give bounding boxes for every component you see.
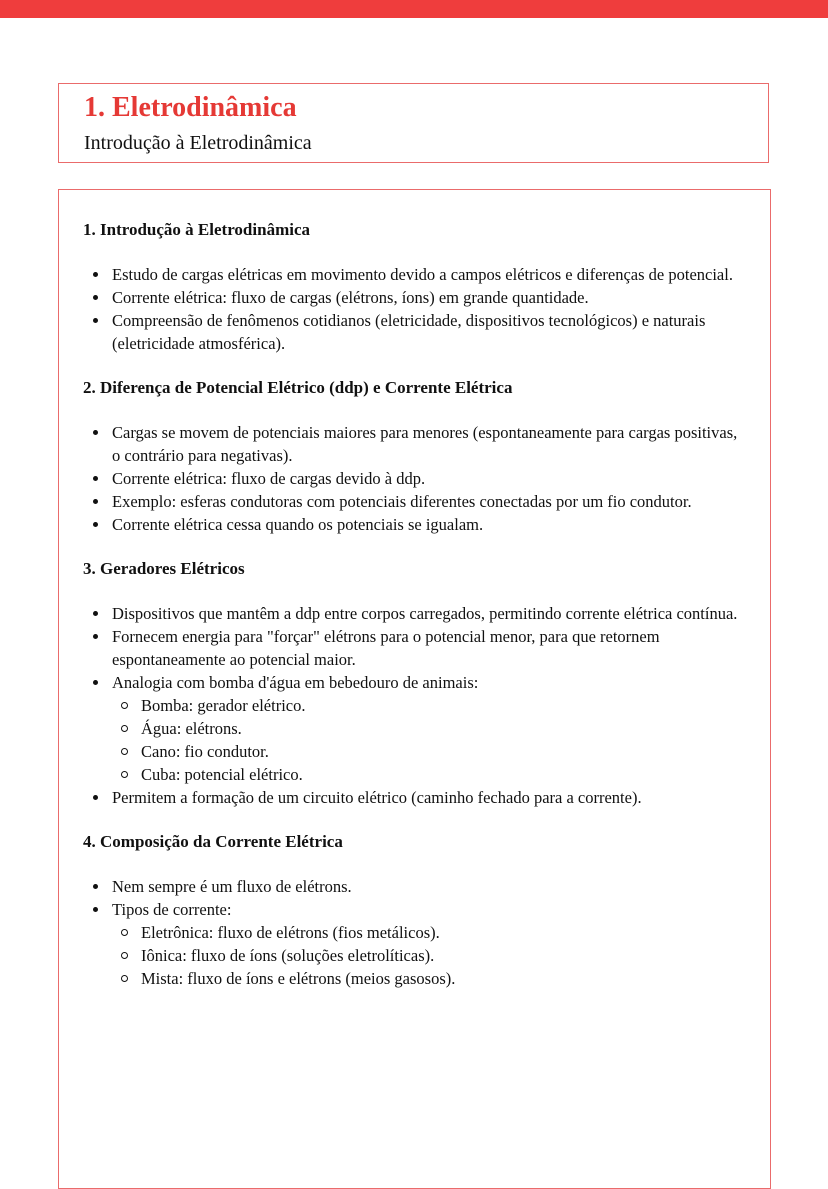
list-item: Compreensão de fenômenos cotidianos (eletricidade, dispositivos tecnológicos) e naturais (eletricidade atmosférica).	[83, 309, 743, 355]
sub-list-item: Cano: fio condutor.	[112, 740, 743, 763]
sub-list-item: Eletrônica: fluxo de elétrons (fios metálicos).	[112, 921, 743, 944]
sub-list-item: Cuba: potencial elétrico.	[112, 763, 743, 786]
bullet-list	[83, 875, 743, 990]
list-item	[83, 898, 743, 990]
list-item: Corrente elétrica: fluxo de cargas (elétrons, íons) em grande quantidade.	[83, 286, 743, 309]
list-item: Fornecem energia para "forçar" elétrons para o potencial menor, para que retornem espontaneamente ao potencial maior.	[83, 625, 743, 671]
title-card	[58, 83, 769, 163]
section-heading: 2. Diferença de Potencial Elétrico (ddp) e Corrente Elétrica	[83, 378, 513, 397]
page-title: 1. Eletrodinâmica	[84, 92, 297, 123]
sub-list-item: Bomba: gerador elétrico.	[112, 694, 743, 717]
section-heading: 3. Geradores Elétricos	[83, 559, 245, 578]
sub-list-item: Iônica: fluxo de íons (soluções eletrolíticas).	[112, 944, 743, 967]
sub-bullet-list	[112, 694, 743, 786]
list-item-text: Tipos de corrente:	[112, 900, 232, 919]
sub-bullet-list	[112, 921, 743, 990]
list-item: Corrente elétrica cessa quando os potenciais se igualam.	[83, 513, 743, 536]
sub-list-item: Água: elétrons.	[112, 717, 743, 740]
top-accent-bar	[0, 0, 828, 18]
list-item: Exemplo: esferas condutoras com potenciais diferentes conectadas por um fio condutor.	[83, 490, 743, 513]
list-item: Dispositivos que mantêm a ddp entre corpos carregados, permitindo corrente elétrica contínua.	[83, 602, 743, 625]
bullet-list	[83, 602, 743, 809]
list-item: Corrente elétrica: fluxo de cargas devido à ddp.	[83, 467, 743, 490]
bullet-list	[83, 263, 743, 355]
bullet-list	[83, 421, 743, 536]
list-item: Estudo de cargas elétricas em movimento devido a campos elétricos e diferenças de potencial.	[83, 263, 743, 286]
list-item: Nem sempre é um fluxo de elétrons.	[83, 875, 743, 898]
list-item-text: Analogia com bomba d'água em bebedouro de animais:	[112, 673, 479, 692]
notes-content	[83, 217, 743, 990]
notes-card	[58, 189, 771, 1189]
sub-list-item: Mista: fluxo de íons e elétrons (meios gasosos).	[112, 967, 743, 990]
list-item: Permitem a formação de um circuito elétrico (caminho fechado para a corrente).	[83, 786, 743, 809]
list-item: Cargas se movem de potenciais maiores para menores (espontaneamente para cargas positivas, o contrário para negativas).	[83, 421, 743, 467]
page-subtitle: Introdução à Eletrodinâmica	[84, 132, 312, 154]
section-heading: 1. Introdução à Eletrodinâmica	[83, 220, 310, 239]
section-heading: 4. Composição da Corrente Elétrica	[83, 832, 343, 851]
list-item	[83, 671, 743, 786]
